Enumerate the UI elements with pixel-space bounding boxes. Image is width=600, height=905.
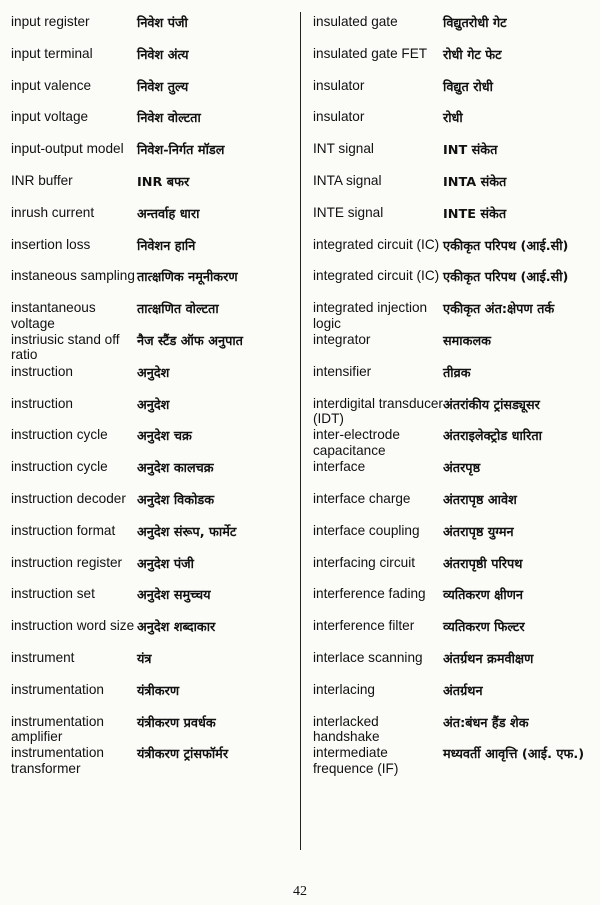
hindi-term: एकीकृत परिपथ (आई.सी) [443,238,569,254]
english-term: input-output model [11,141,124,157]
english-term: instrumentation [11,681,104,697]
english-term: instrumentation transformer [11,745,104,776]
hindi-term: अनुदेश विकोडक [137,492,215,508]
glossary-entry [11,332,293,364]
hindi-term: यंत्र [137,651,152,667]
glossary-entry [313,491,595,523]
glossary-entry [313,523,595,555]
hindi-term: अंतरापृष्ठ युग्मन [443,524,514,540]
hindi-term: अनुदेश चक्र [137,429,192,445]
english-term: interface [313,459,366,475]
hindi-term: यंत्रीकरण प्रवर्धक [137,715,216,731]
english-term: inter-electrode capacitance [313,427,400,458]
glossary-entry [11,586,293,618]
english-term: interface coupling [313,522,420,538]
hindi-term: विद्युतरोधी गेट [443,16,507,31]
english-term: instruction format [11,522,116,538]
hindi-term: INTA संकेत [443,174,507,190]
hindi-term: अंत:बंधन हैंड शेक [443,715,529,731]
glossary-entry [313,205,595,237]
hindi-term: यंत्रीकरण ट्रांसफॉर्मर [137,747,229,763]
hindi-term: अंतर्ग्रथन क्रमवीक्षण [443,651,534,667]
page-number: 42 [293,884,307,899]
hindi-term: रोधी [443,111,463,127]
hindi-term: INR बफर [137,174,190,190]
glossary-entry [313,459,595,491]
hindi-term: अन्तर्वाह धारा [137,206,200,222]
glossary-entry [11,650,293,682]
english-term: insertion loss [11,236,91,252]
hindi-term: निवेश अंत्य [137,47,189,63]
glossary-entry [313,78,595,110]
glossary-entry [11,46,293,78]
hindi-term: अंतरापृष्ठी परिपथ [443,556,523,572]
english-term: input terminal [11,45,93,61]
english-term: instruction [11,395,73,411]
english-term: instruction word size [11,618,135,634]
english-term: instrument [11,649,75,665]
glossary-entry [11,109,293,141]
hindi-term: विद्युत रोधी [443,79,493,95]
english-term: instruction [11,363,73,379]
hindi-term: अंतरांकीय ट्रांसड्यूसर [443,397,540,413]
english-term: interference fading [313,586,426,602]
hindi-term: निवेश वोल्टता [137,111,201,127]
glossary-entry [11,745,293,777]
hindi-term: INT संकेत [443,143,498,159]
hindi-term: यंत्रीकरण [137,683,180,699]
glossary-entry [11,268,293,300]
english-term: interlace scanning [313,649,423,665]
glossary-entry [313,300,595,332]
hindi-term: अंतराइलेक्ट्रोड धारिता [443,429,542,445]
glossary-entry [313,268,595,300]
glossary-entry [313,650,595,682]
glossary-entry [313,396,595,428]
english-term: integrated circuit (IC) [313,268,440,284]
english-term: INR buffer [11,172,73,188]
glossary-entry [11,427,293,459]
hindi-term: निवेश तुल्य [137,79,189,95]
english-term: integrated injection logic [313,300,428,331]
glossary-entry [313,427,595,459]
english-term: INT signal [313,141,374,157]
glossary-entry [313,618,595,650]
glossary-entry [11,682,293,714]
english-term: integrator [313,331,371,347]
english-term: instantaneous voltage [11,300,96,331]
hindi-term: तात्क्षणिक नमूनीकरण [137,270,238,286]
hindi-term: एकीकृत परिपथ (आई.सी) [443,270,569,286]
glossary-entry [11,714,293,746]
english-term: INTA signal [313,172,382,188]
english-term: integrated circuit (IC) [313,236,440,252]
english-term: input voltage [11,109,89,125]
glossary-entry [313,109,595,141]
glossary-entry [11,173,293,205]
english-term: input register [11,14,90,29]
glossary-entry [11,300,293,332]
english-term: interdigital transducer (IDT) [313,395,443,427]
hindi-term: अनुदेश पंजी [137,556,194,572]
hindi-term: निवेश-निर्गत मॉडल [137,143,225,159]
english-term: interfacing circuit [313,554,415,570]
english-term: insulated gate [313,14,398,29]
hindi-term: व्यतिकरण क्षीणन [443,588,524,604]
glossary-entry [313,141,595,173]
hindi-term: अनुदेश शब्दाकार [137,620,216,636]
english-term: input valence [11,77,92,93]
english-term: instruction cycle [11,427,108,443]
english-term: inrush current [11,204,95,220]
english-term: INTE signal [313,204,384,220]
glossary-entry [313,46,595,78]
english-term: insulated gate FET [313,45,428,61]
hindi-term: अनुदेश संरूप, फार्मेट [137,524,237,540]
hindi-term: अंतरापृष्ठ आवेश [443,492,517,508]
glossary-entry [11,618,293,650]
glossary-entry [11,205,293,237]
hindi-term: रोधी गेट फेट [443,47,502,63]
glossary-entry [11,364,293,396]
english-term: instrumentation amplifier [11,713,104,745]
glossary-entry [313,14,595,46]
glossary-entry [11,459,293,491]
hindi-term: अंतर्ग्रथन [443,683,483,699]
english-term: instruction decoder [11,490,126,506]
hindi-term: अंतरपृष्ठ [443,461,481,477]
hindi-term: निवेशन हानि [137,238,196,254]
glossary-entry [11,491,293,523]
hindi-term: तात्क्षणित वोल्टता [137,302,219,318]
english-term: interlacing [313,681,375,697]
english-term: interface charge [313,490,411,506]
english-term: interlacked handshake [313,713,380,745]
glossary-entry [11,396,293,428]
english-term: instriusic stand off ratio [11,331,120,363]
glossary-entry [313,586,595,618]
hindi-term: मध्यवर्ती आवृत्ति (आई. एफ.) [443,747,585,763]
hindi-term: INTE संकेत [443,206,507,222]
column-divider [300,12,301,850]
hindi-term: निवेश पंजी [137,16,188,31]
english-term: intermediate frequence (IF) [313,745,399,776]
hindi-term: व्यतिकरण फिल्टर [443,620,525,636]
glossary-entry [313,364,595,396]
glossary-entry [313,332,595,364]
glossary-entry [11,523,293,555]
hindi-term: तीव्रक [443,365,471,381]
english-term: instaneous sampling [11,268,135,284]
glossary-entry [313,173,595,205]
english-term: intensifier [313,363,372,379]
glossary-entry [313,555,595,587]
english-term: insulator [313,109,365,125]
glossary-entry [313,237,595,269]
right-column [313,14,595,777]
hindi-term: एकीकृत अंत:क्षेपण तर्क [443,302,555,318]
glossary-entry [313,714,595,746]
glossary-entry [11,141,293,173]
hindi-term: नैज स्टैंड ऑफ अनुपात [137,333,243,349]
glossary-entry [11,78,293,110]
english-term: instruction set [11,586,95,602]
english-term: instruction register [11,554,123,570]
hindi-term: अनुदेश [137,365,170,381]
glossary-entry [11,14,293,46]
english-term: insulator [313,77,365,93]
english-term: interference filter [313,618,415,634]
hindi-term: समाकलक [443,333,491,349]
hindi-term: अनुदेश समुच्चय [137,588,211,604]
left-column [11,14,293,777]
english-term: instruction cycle [11,459,108,475]
glossary-entry [11,237,293,269]
glossary-entry [313,682,595,714]
hindi-term: अनुदेश कालचक्र [137,461,214,477]
hindi-term: अनुदेश [137,397,170,413]
glossary-entry [313,745,595,777]
glossary-entry [11,555,293,587]
